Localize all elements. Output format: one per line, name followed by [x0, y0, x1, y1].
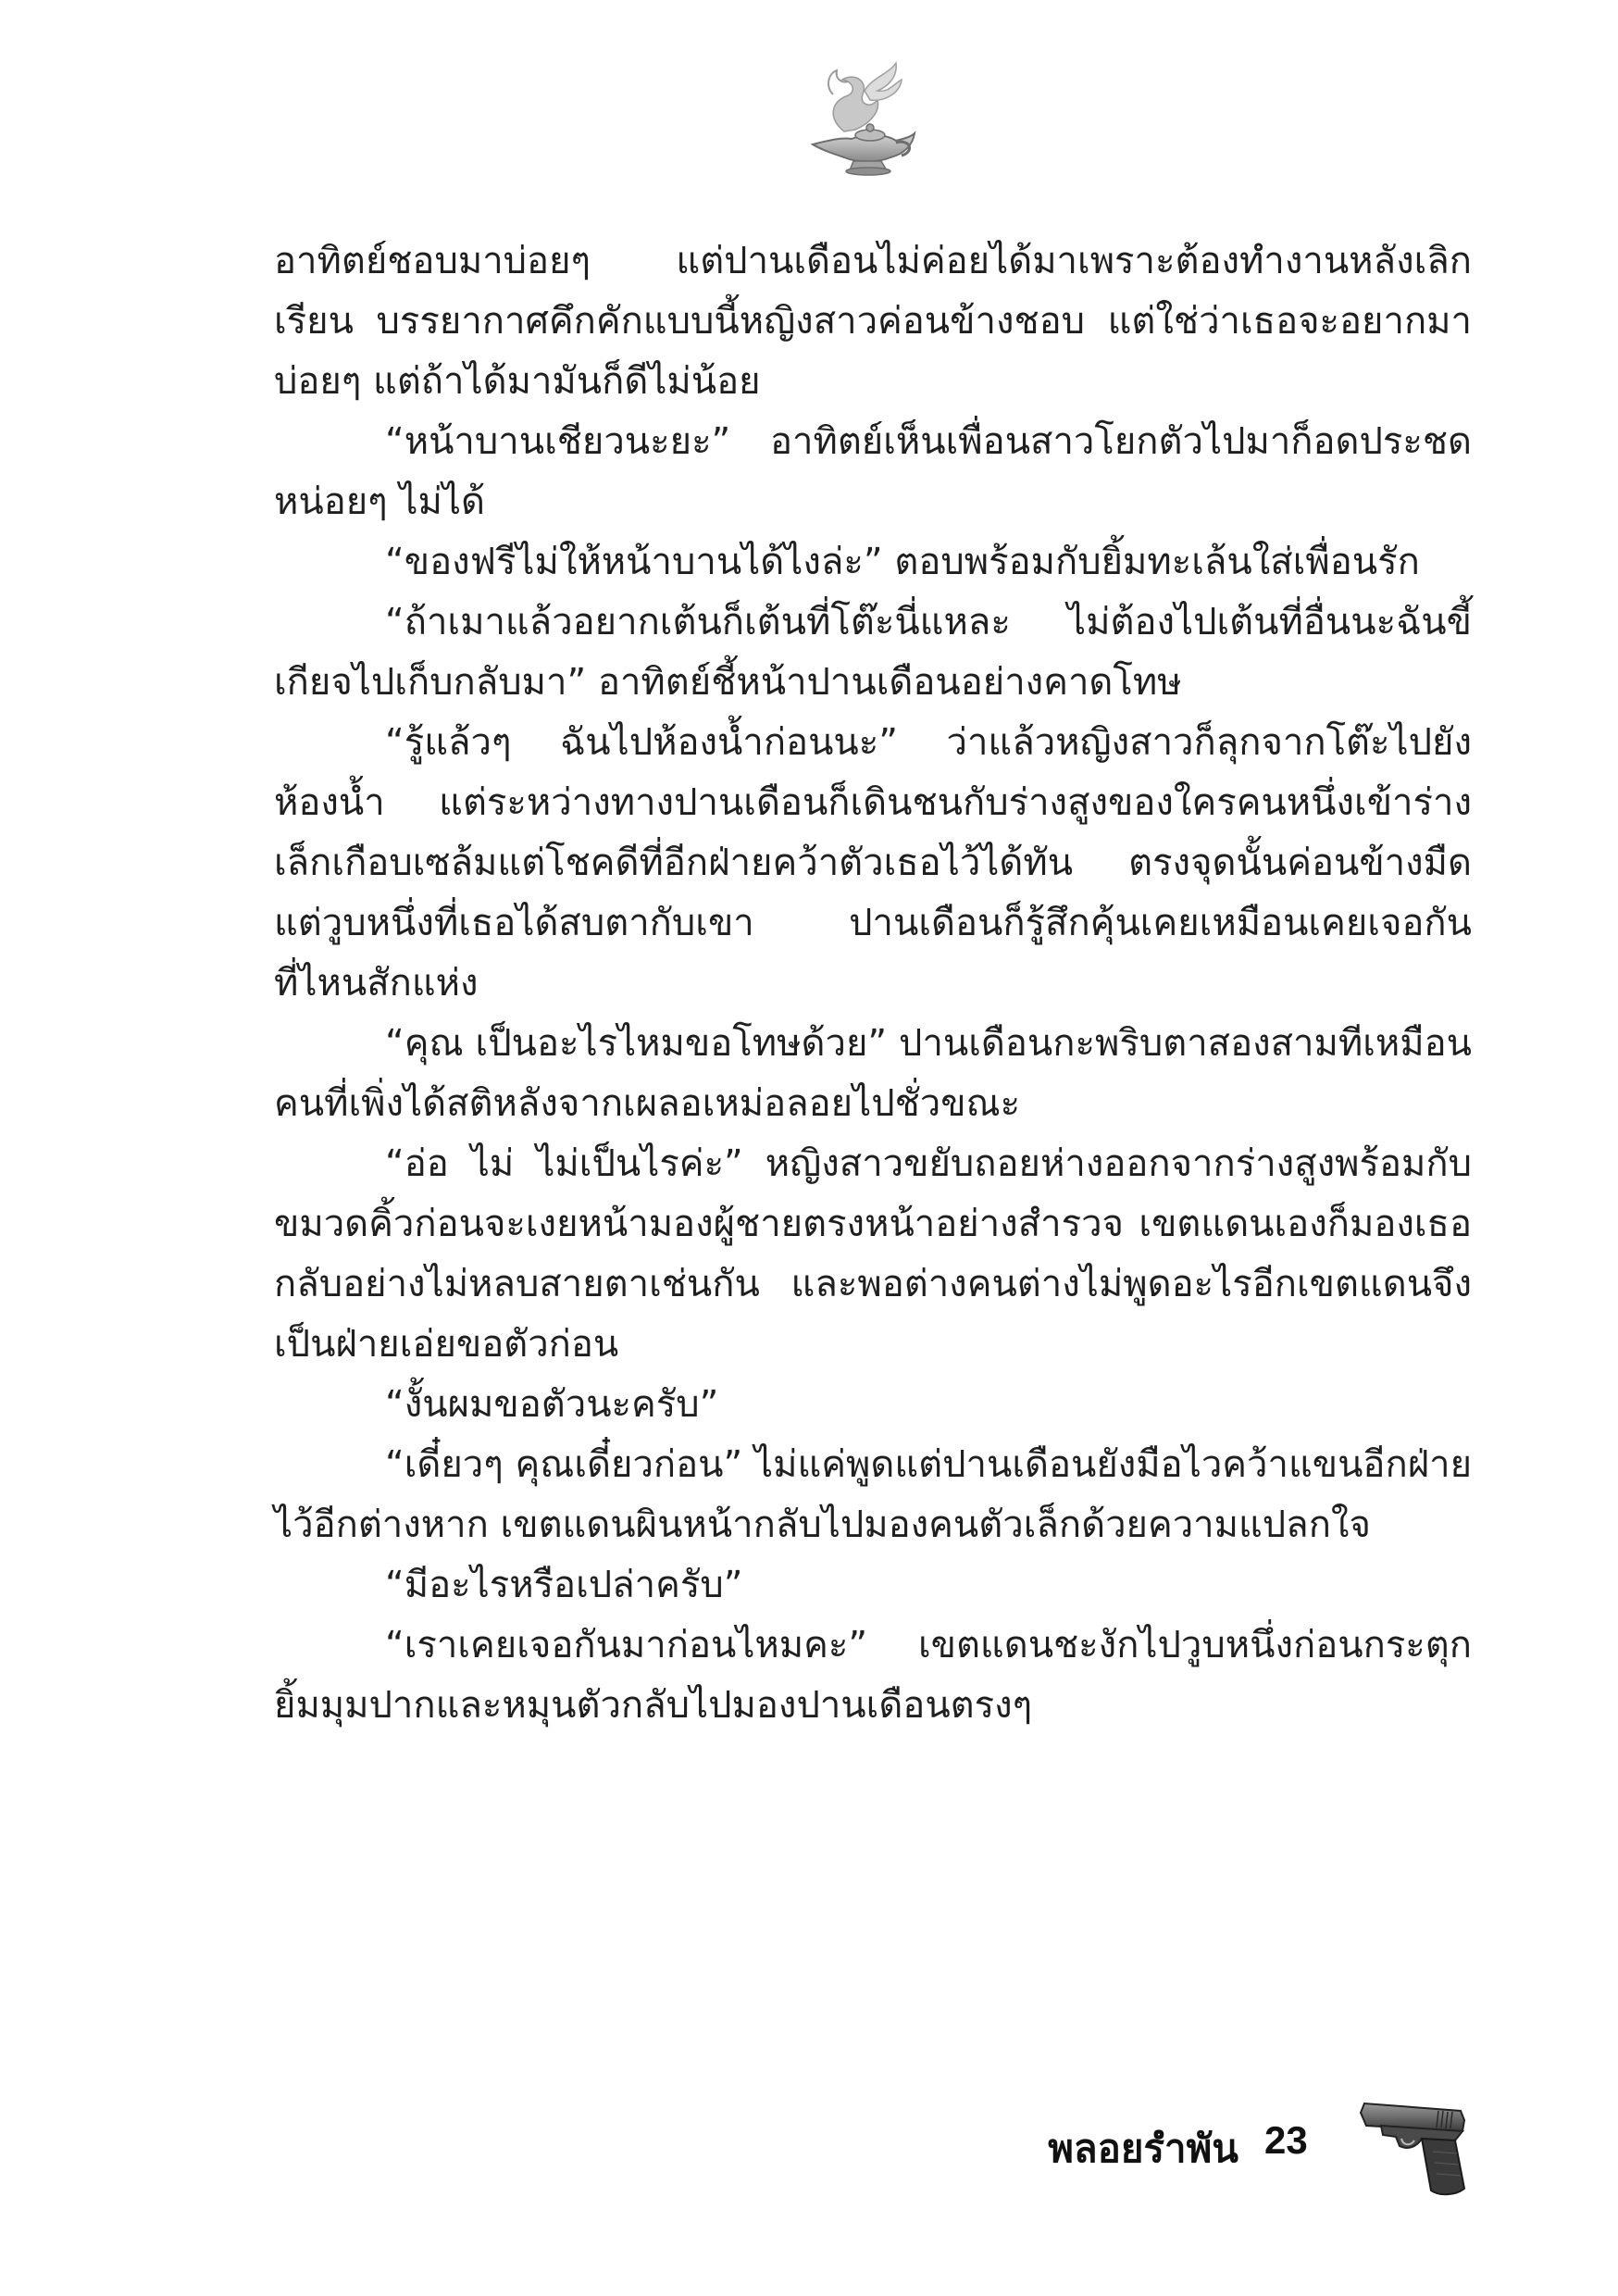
paragraph-8: “งั้นผมขอตัวนะครับ” — [385, 1383, 719, 1426]
pistol-icon — [1353, 2092, 1474, 2203]
paragraph-9: “เดี๋ยวๆ คุณเดี๋ยวก่อน” ไม่แค่พูดแต่ปานเดือนยังมือไวคว้าแขนอีกฝ่ายไว้อีกต่างหาก เขตแดนผินหน้ากลับไปมองคนตัวเล็กด้วยความแปลกใจ — [274, 1443, 1472, 1546]
magic-lamp-icon — [800, 54, 920, 183]
body-text — [274, 231, 1472, 1736]
paragraph-3: “ของฟรีไม่ให้หน้าบานได้ไงล่ะ” ตอบพร้อมกับยิ้มทะเล้นใส่เพื่อนรัก — [385, 541, 1420, 583]
paragraph-7: “อ่อ ไม่ ไม่เป็นไรค่ะ” หญิงสาวขยับถอยห่างออกจากร่างสูงพร้อมกับขมวดคิ้วก่อนจะเงยหน้ามองผู้ชายตรงหน้าอย่างสำรวจ เขตแดนเองก็มองเธอกลับอย่างไม่หลบสายตาเช่นกัน และพอต่างคนต่างไม่พูดอะไรอีกเขตแดนจึงเป็นฝ่ายเอ่ยขอตัวก่อน — [274, 1142, 1472, 1366]
book-title: พลอยรำพัน — [1048, 2126, 1238, 2171]
paragraph-6: “คุณ เป็นอะไรไหมขอโทษด้วย” ปานเดือนกะพริบตาสองสามทีเหมือนคนที่เพิ่งได้สติหลังจากเผลอเหม่อลอยไปชั่วขณะ — [274, 1022, 1472, 1125]
paragraph-2: “หน้าบานเชียวนะยะ” อาทิตย์เห็นเพื่อนสาวโยกตัวไปมาก็อดประชดหน่อยๆ ไม่ได้ — [274, 420, 1472, 523]
paragraph-5: “รู้แล้วๆ ฉันไปห้องน้ำก่อนนะ” ว่าแล้วหญิงสาวก็ลุกจากโต๊ะไปยังห้องน้ำ แต่ระหว่างทางปานเดือนก็เดินชนกับร่างสูงของใครคนหนึ่งเข้าร่างเล็กเกือบเซล้มแต่โชคดีที่อีกฝ่ายคว้าตัวเธอไว้ได้ทัน ตรงจุดนั้นค่อนข้างมืดแต่วูบหนึ่งที่เธอได้สบตากับเขา ปานเดือนก็รู้สึกคุ้นเคยเหมือนเคยเจอกันที่ไหนสักแห่ง — [274, 721, 1472, 1004]
paragraph-10: “มีอะไรหรือเปล่าครับ” — [385, 1564, 743, 1606]
paragraph-11: “เราเคยเจอกันมาก่อนไหมคะ” เขตแดนชะงักไปวูบหนึ่งก่อนกระตุกยิ้มมุมปากและหมุนตัวกลับไปมองปานเดือนตรงๆ — [274, 1624, 1472, 1727]
page-number: 23 — [1264, 2118, 1308, 2162]
page-footer — [0, 2092, 1618, 2222]
paragraph-4: “ถ้าเมาแล้วอยากเต้นก็เต้นที่โต๊ะนี่แหละ ไม่ต้องไปเต้นที่อื่นนะฉันขี้เกียจไปเก็บกลับมา” อาทิตย์ชี้หน้าปานเดือนอย่างคาดโทษ — [274, 601, 1472, 704]
paragraph-1: อาทิตย์ชอบมาบ่อยๆ แต่ปานเดือนไม่ค่อยได้มาเพราะต้องทำงานหลังเลิกเรียน บรรยากาศคึกคักแบบนี้หญิงสาวค่อนข้างชอบ แต่ใช่ว่าเธอจะอยากมาบ่อยๆ แต่ถ้าได้มามันก็ดีไม่น้อย — [274, 240, 1472, 403]
